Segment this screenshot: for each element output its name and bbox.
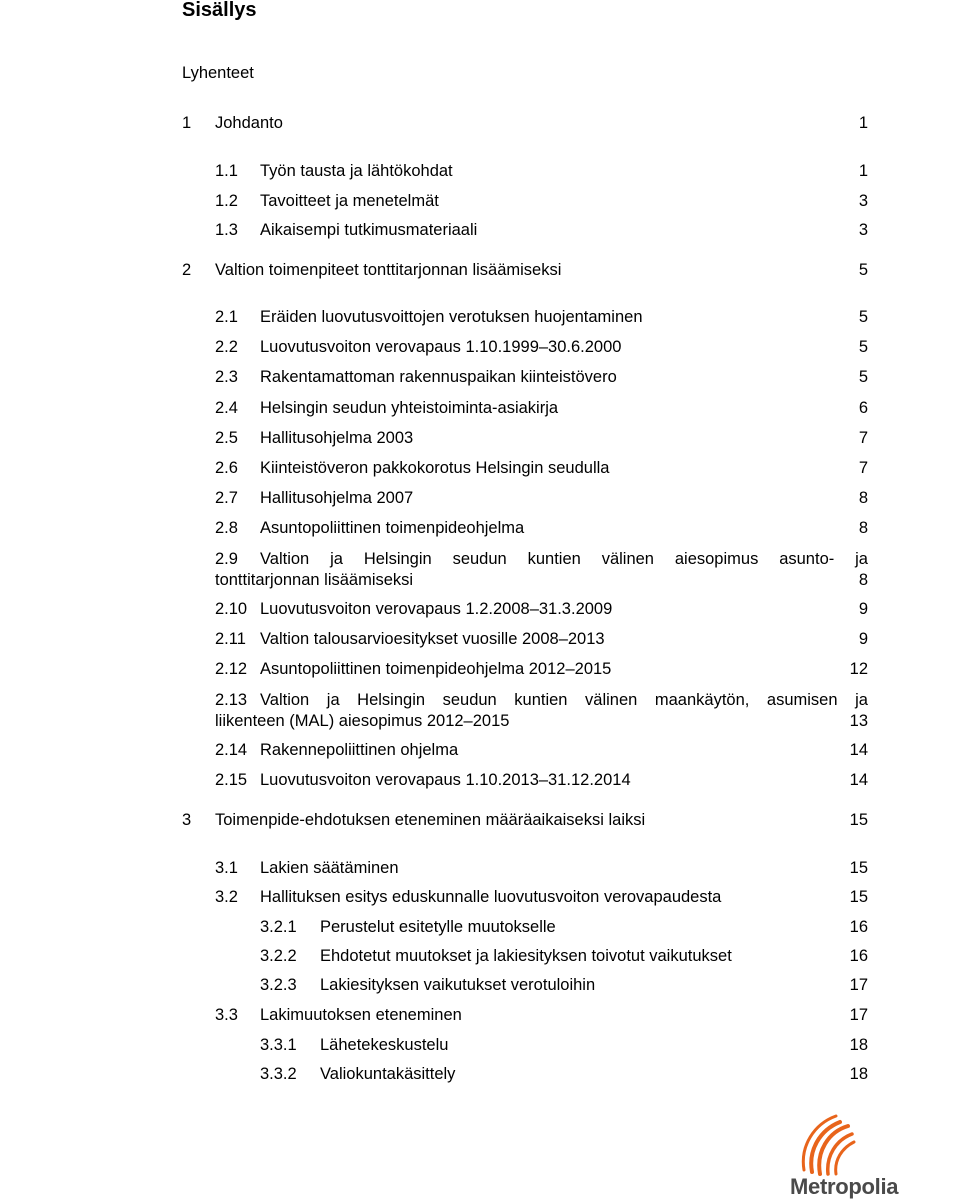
toc-entry-text: Toimenpide-ehdotuksen eteneminen määräaikaiseksi laiksi	[215, 811, 646, 829]
toc-entry-page: 15	[849, 859, 868, 877]
toc-entry-page: 16	[849, 947, 868, 965]
toc-entry-text: Johdanto	[215, 114, 283, 132]
toc-entry-text: Lakimuutoksen eteneminen	[260, 1006, 462, 1024]
toc-entry-number: 2.14	[215, 741, 248, 759]
toc-entry-number: 2	[182, 261, 192, 279]
toc-entry-page: 8	[858, 489, 868, 507]
toc-entry-page: 8	[858, 571, 868, 589]
toc-entry-page: 17	[849, 1006, 868, 1024]
toc-entry-text: Lyhenteet	[182, 64, 254, 82]
toc-entry-text: Lähetekeskustelu	[320, 1036, 449, 1054]
toc-entry-text: Hallitusohjelma 2003	[260, 429, 414, 447]
toc-entry-wrapped-text	[215, 549, 868, 570]
toc-entry-word: asunto-	[779, 550, 835, 568]
toc-entry-text: Tavoitteet ja menetelmät	[260, 192, 439, 210]
toc-entry-text: Valiokuntakäsittely	[320, 1065, 456, 1083]
toc-entry-page: 9	[858, 600, 868, 618]
toc-entry-text: Ehdotetut muutokset ja lakiesityksen toivotut vaikutukset	[320, 947, 732, 965]
toc-entry-number: 1	[182, 114, 192, 132]
toc-entry-page: 17	[849, 976, 868, 994]
toc-entry-number: 2.12	[215, 660, 248, 678]
toc-entry-number: 3.3.2	[260, 1065, 297, 1083]
toc-entry-number: 3.3	[215, 1006, 238, 1024]
toc-entry-number: 2.15	[215, 771, 248, 789]
toc-entry-page: 5	[858, 368, 868, 386]
toc-entry-page: 12	[849, 660, 868, 678]
toc-entry-word: kuntien	[514, 691, 568, 709]
toc-entry-number: 2.3	[215, 368, 238, 386]
toc-entry-number: 2.1	[215, 308, 238, 326]
toc-entry-word: ja	[330, 550, 343, 568]
toc-entry-text: Rakennepoliittinen ohjelma	[260, 741, 459, 759]
toc-entry-page: 18	[849, 1036, 868, 1054]
toc-entry-text: Hallituksen esitys eduskunnalle luovutusvoiton verovapaudesta	[260, 888, 722, 906]
metropolia-logo	[790, 1100, 930, 1200]
toc-entry-page: 16	[849, 918, 868, 936]
page-title: Sisällys	[182, 0, 257, 21]
toc-entry-word: välinen	[601, 550, 654, 568]
toc-entry-word: kuntien	[527, 550, 581, 568]
toc-entry-number: 1.1	[215, 162, 238, 180]
toc-entry-page: 5	[858, 261, 868, 279]
toc-entry-word: maankäytön,	[654, 691, 750, 709]
toc-entry-word: Valtion	[260, 550, 310, 568]
toc-entry-page: 3	[858, 221, 868, 239]
toc-entry-text: Helsingin seudun yhteistoiminta-asiakirja	[260, 399, 559, 417]
toc-entry-number: 2.8	[215, 519, 238, 537]
toc-entry-page: 18	[849, 1065, 868, 1083]
toc-entry-number: 2.13	[215, 691, 248, 709]
toc-entry-page: 9	[858, 630, 868, 648]
toc-entry-page: 3	[858, 192, 868, 210]
toc-entry-word: Helsingin	[363, 550, 432, 568]
toc-entry-wrapped-text	[215, 690, 868, 711]
toc-entry-word: seudun	[452, 550, 507, 568]
toc-entry-number: 1.3	[215, 221, 238, 239]
toc-entry-number: 2.9	[215, 550, 238, 568]
toc-entry-word: ja	[326, 691, 340, 709]
toc-entry-page: 14	[849, 771, 868, 789]
toc-entry-number: 2.5	[215, 429, 238, 447]
toc-entry-text: Asuntopoliittinen toimenpideohjelma 2012–2015	[260, 660, 612, 678]
logo-swirl-icon	[790, 1100, 930, 1180]
toc-entry-page: 5	[858, 338, 868, 356]
toc-entry-text: Rakentamattoman rakennuspaikan kiinteistövero	[260, 368, 617, 386]
logo-text: Metropolia	[790, 1174, 899, 1199]
toc-entry-text: Eräiden luovutusvoittojen verotuksen huojentaminen	[260, 308, 643, 326]
toc-entry-text: Luovutusvoiton verovapaus 1.10.2013–31.12.2014	[260, 771, 631, 789]
toc-entry-text: Aikaisempi tutkimusmateriaali	[260, 221, 478, 239]
toc-entry-number: 1.2	[215, 192, 238, 210]
toc-entry-text: Kiinteistöveron pakkokorotus Helsingin seudulla	[260, 459, 610, 477]
toc-entry-page: 13	[849, 712, 868, 730]
toc-entry-text: Hallitusohjelma 2007	[260, 489, 414, 507]
toc-entry-page: 7	[858, 459, 868, 477]
toc-entry-number: 3.3.1	[260, 1036, 297, 1054]
toc-entry-text: Valtion talousarvioesitykset vuosille 2008–2013	[260, 630, 605, 648]
toc-entry-text: Työn tausta ja lähtökohdat	[260, 162, 453, 180]
toc-entry-number: 2.7	[215, 489, 238, 507]
toc-entry-number: 3	[182, 811, 192, 829]
toc-entry-number: 3.2.2	[260, 947, 297, 965]
toc-entry-page: 7	[858, 429, 868, 447]
toc-entry-page: 15	[849, 888, 868, 906]
toc-entry-word: asumisen	[766, 691, 838, 709]
toc-entry-text: Asuntopoliittinen toimenpideohjelma	[260, 519, 525, 537]
toc-entry-page: 6	[858, 399, 868, 417]
toc-entry-text: Lakiesityksen vaikutukset verotuloihin	[320, 976, 596, 994]
toc-entry-page: 1	[858, 114, 868, 132]
toc-entry-word: aiesopimus	[674, 550, 759, 568]
toc-entry-text: Luovutusvoiton verovapaus 1.2.2008–31.3.2009	[260, 600, 613, 618]
toc-entry-word: Helsingin	[357, 691, 426, 709]
toc-entry-text-line2: tonttitarjonnan lisäämiseksi	[215, 571, 414, 589]
toc-entry-word: välinen	[585, 691, 638, 709]
toc-entry-number: 3.2.1	[260, 918, 297, 936]
toc-entry-text: Valtion toimenpiteet tonttitarjonnan lisäämiseksi	[215, 261, 562, 279]
toc-entry-text: Lakien säätäminen	[260, 859, 399, 877]
toc-entry-page: 1	[858, 162, 868, 180]
toc-entry-word: ja	[855, 550, 868, 568]
toc-entry-page: 14	[849, 741, 868, 759]
toc-entry-word: ja	[855, 691, 868, 709]
toc-entry-number: 3.2	[215, 888, 238, 906]
toc-entry-text: Luovutusvoiton verovapaus 1.10.1999–30.6.2000	[260, 338, 622, 356]
toc-entry-number: 3.2.3	[260, 976, 297, 994]
toc-entry-word: Valtion	[260, 691, 310, 709]
toc-entry-number: 2.10	[215, 600, 248, 618]
toc-entry-number: 2.2	[215, 338, 238, 356]
toc-entry-number: 3.1	[215, 859, 238, 877]
toc-entry-page: 5	[858, 308, 868, 326]
toc-entry-number: 2.11	[215, 630, 246, 648]
toc-entry-text: Perustelut esitetylle muutokselle	[320, 918, 556, 936]
toc-entry-number: 2.6	[215, 459, 238, 477]
toc-entry-page: 8	[858, 519, 868, 537]
toc-entry-word: seudun	[442, 691, 497, 709]
toc-entry-page: 15	[849, 811, 868, 829]
toc-entry-number: 2.4	[215, 399, 238, 417]
toc-entry-text-line2: liikenteen (MAL) aiesopimus 2012–2015	[215, 712, 510, 730]
